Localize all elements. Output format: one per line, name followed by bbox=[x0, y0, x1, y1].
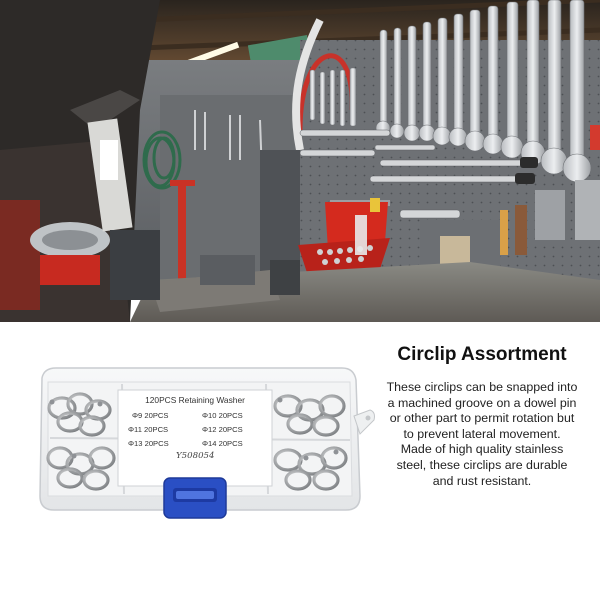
product-label bbox=[118, 390, 272, 486]
blue-latch bbox=[164, 478, 226, 518]
description-paragraph: Made of high quality stainless steel, these circlips are durable and rust resistant. bbox=[396, 442, 568, 488]
label-size-row: Φ9 20PCS bbox=[132, 411, 169, 420]
label-size-row: Φ14 20PCS bbox=[202, 439, 243, 448]
product-photo bbox=[30, 360, 380, 530]
product-title: Circlip Assortment bbox=[397, 344, 567, 365]
product-description bbox=[386, 380, 578, 489]
description-paragraph: These circlips can be snapped into a machined groove on a dowel pin or other part to permit rotation but to prevent lateral movement. bbox=[386, 380, 578, 441]
label-title: 120PCS Retaining Washer bbox=[145, 395, 245, 405]
label-size-row: Φ11 20PCS bbox=[128, 425, 169, 434]
label-size-row: Φ10 20PCS bbox=[202, 411, 243, 420]
label-size-row: Φ13 20PCS bbox=[128, 439, 169, 448]
label-handwritten-code: Y508054 bbox=[176, 451, 215, 461]
label-size-row: Φ12 20PCS bbox=[202, 425, 243, 434]
